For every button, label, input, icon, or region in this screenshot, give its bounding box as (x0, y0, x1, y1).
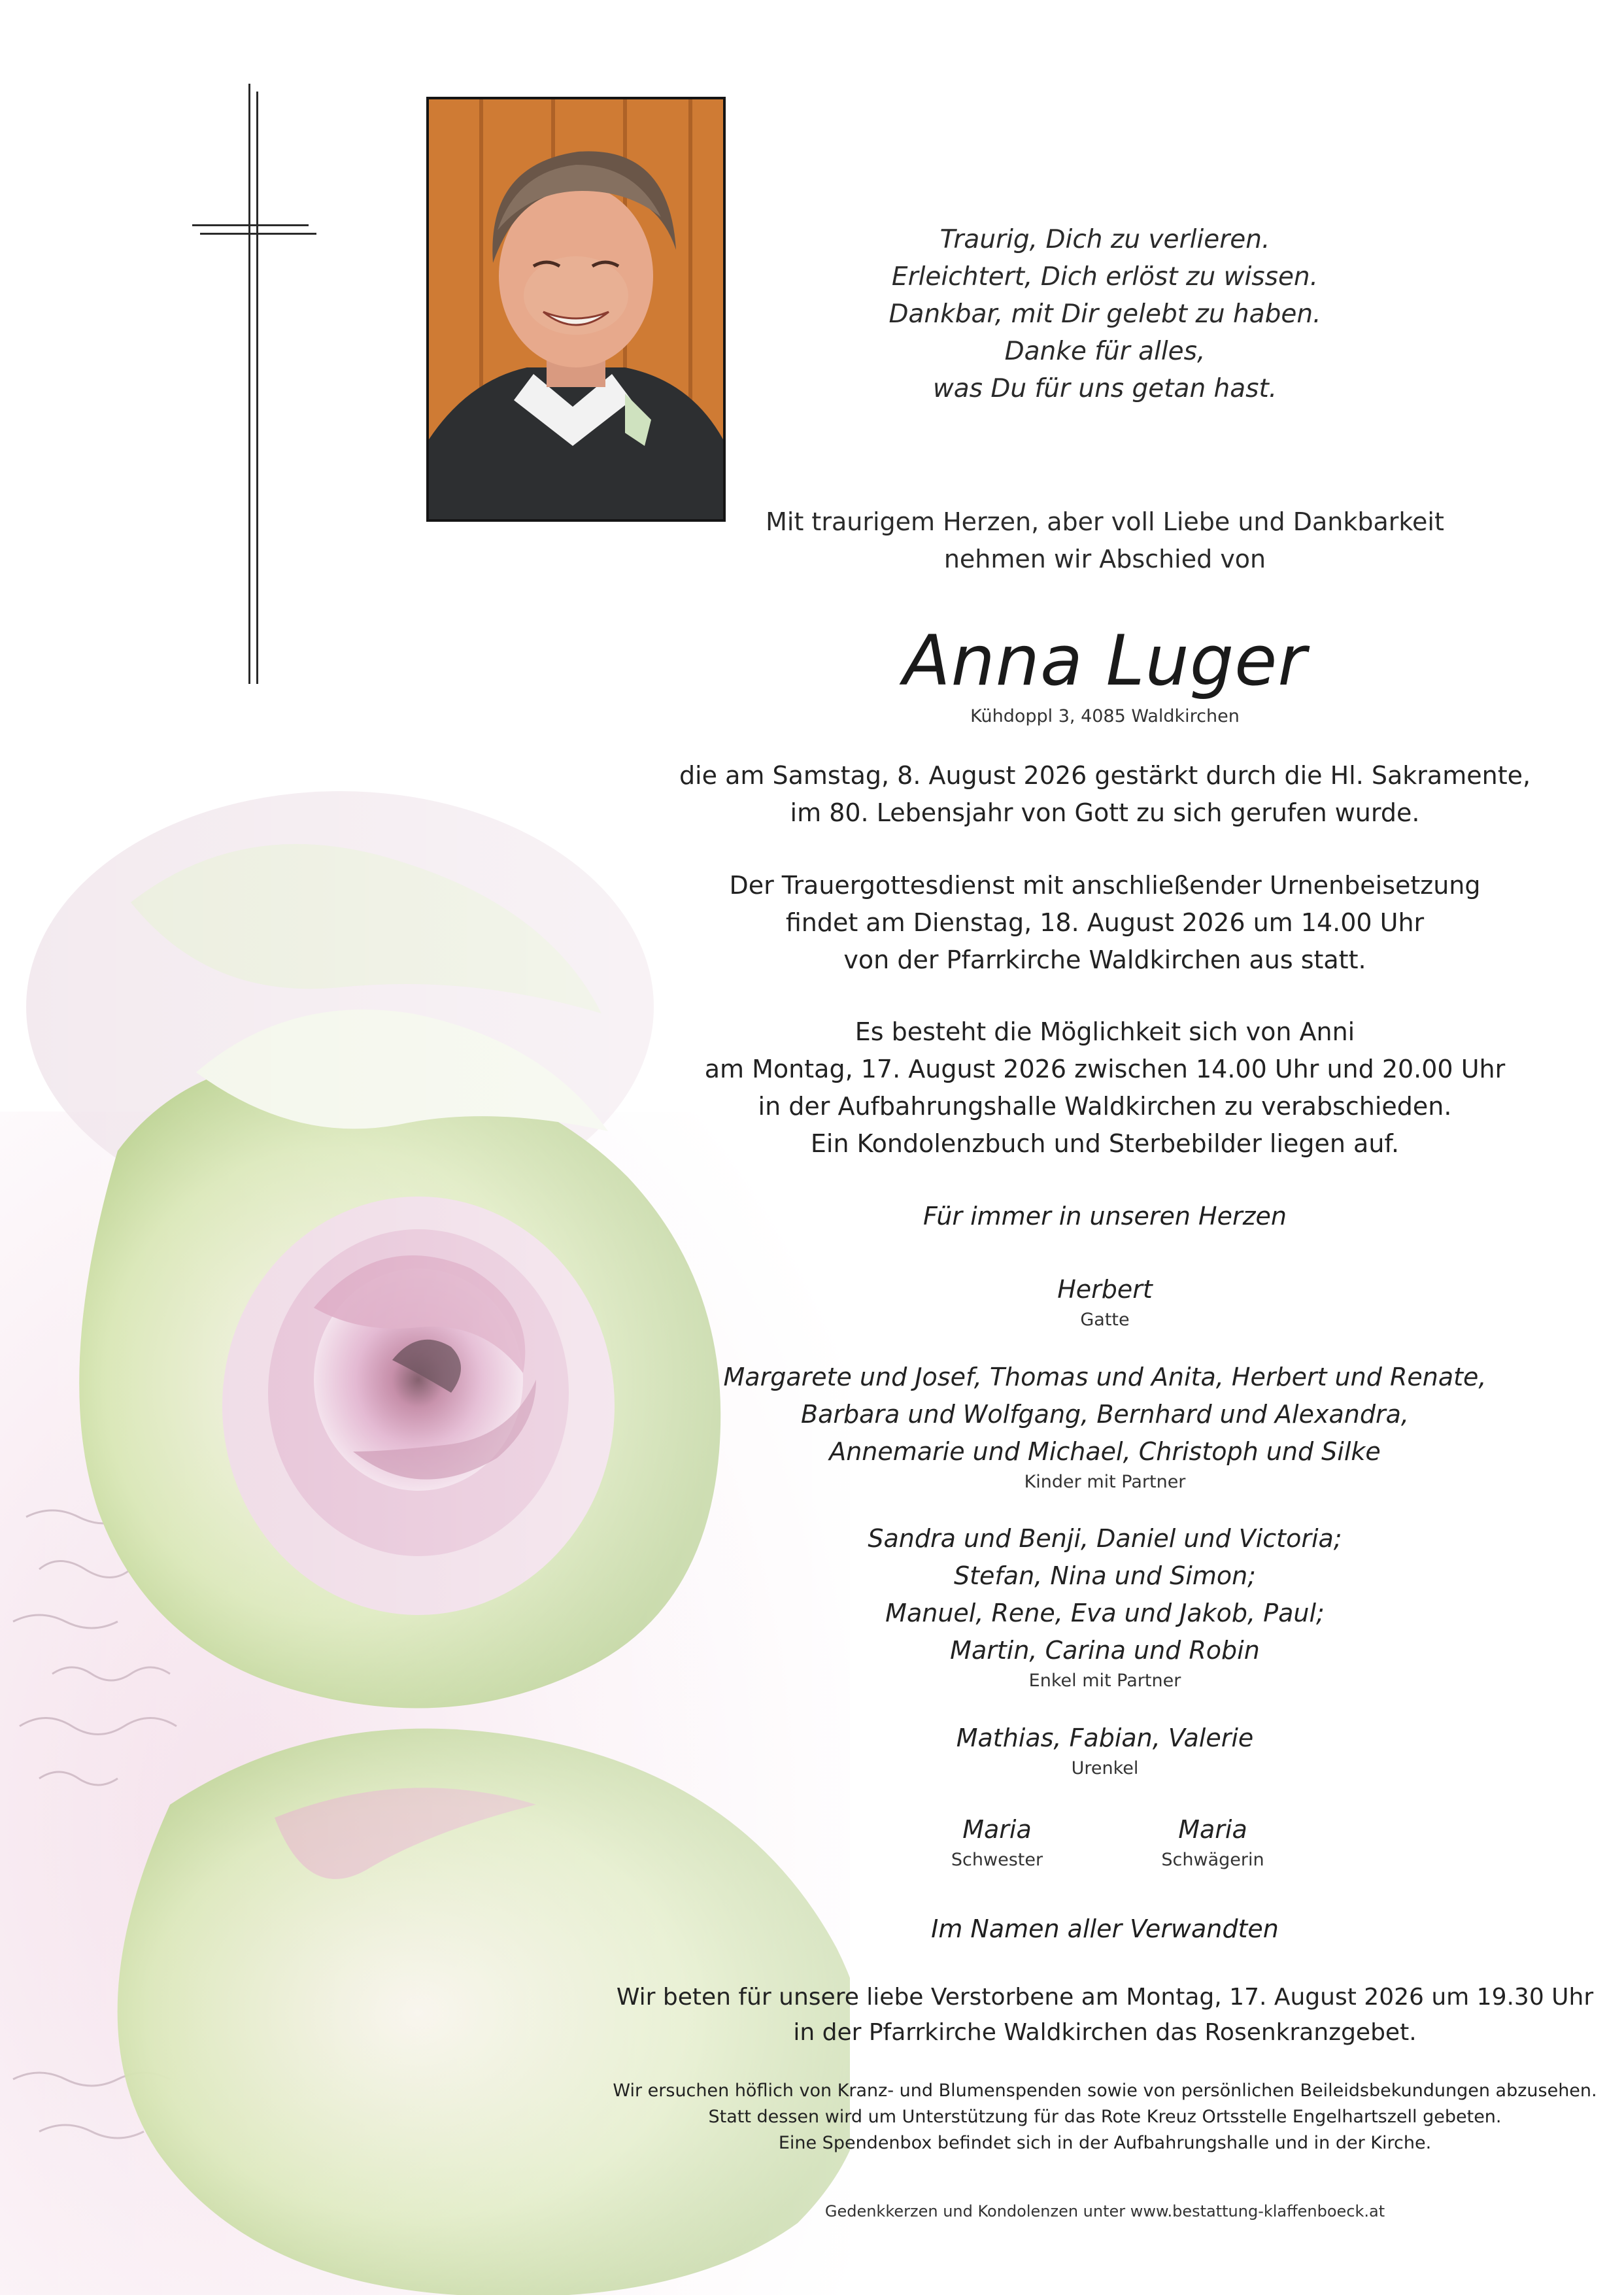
paragraph-line: von der Pfarrkirche Waldkirchen aus statt. (843, 945, 1366, 974)
mourner-relation: Schwester (951, 1850, 1043, 1870)
rosary-notice (608, 1980, 1602, 2050)
mourner-names: Mathias, Fabian, Valerie (956, 1724, 1254, 1752)
deceased-address: Kühdoppl 3, 4085 Waldkirchen (970, 706, 1240, 726)
paragraph-line: Der Trauergottesdienst mit anschließender Urnenbeisetzung (729, 871, 1481, 900)
cross-vertical-left (248, 84, 250, 684)
viewing-paragraph (608, 1013, 1602, 1163)
mourner-names: Maria (1178, 1815, 1247, 1844)
request-line: Statt dessen wird um Unterstützung für das Rote Kreuz Ortsstelle Engelhartszell gebeten. (708, 2107, 1502, 2127)
mourner-names: Martin, Carina und Robin (950, 1636, 1260, 1665)
memorial-verse (608, 221, 1602, 407)
paragraph-line: in der Aufbahrungshalle Waldkirchen zu verabschieden. (758, 1092, 1452, 1121)
paragraph-line: am Montag, 17. August 2026 zwischen 14.00 Uhr und 20.00 Uhr (704, 1055, 1506, 1083)
verse-line: Danke für alles, (1004, 337, 1206, 366)
mourner-sister-in-law (1105, 1811, 1321, 1872)
closing-signature: Im Namen aller Verwandten (931, 1914, 1279, 1943)
mourner-group-siblings (889, 1811, 1321, 1872)
mourner-sister (889, 1811, 1105, 1872)
cross-horizontal-bottom (200, 233, 316, 235)
mourner-names: Annemarie und Michael, Christoph und Silke (829, 1437, 1381, 1466)
mourner-group-great-grandchildren (608, 1720, 1602, 1780)
death-notice-paragraph (608, 757, 1602, 832)
deceased-name: Anna Luger (903, 620, 1307, 701)
cross-horizontal-top (192, 224, 309, 226)
mourner-names: Manuel, Rene, Eva und Jakob, Paul; (885, 1599, 1325, 1627)
mourner-group-children (608, 1359, 1602, 1494)
mourner-names: Sandra und Benji, Daniel und Victoria; (868, 1524, 1342, 1553)
paragraph-line: die am Samstag, 8. August 2026 gestärkt durch die Hl. Sakramente, (679, 761, 1531, 790)
verse-line: Dankbar, mit Dir gelebt zu haben. (888, 299, 1321, 329)
verse-line: was Du für uns getan hast. (932, 374, 1277, 403)
mourner-names: Stefan, Nina und Simon; (954, 1561, 1256, 1590)
mourner-relation: Kinder mit Partner (1024, 1472, 1186, 1492)
mourner-relation: Schwägerin (1161, 1850, 1264, 1870)
rosary-line: in der Pfarrkirche Waldkirchen das Rosenkranzgebet. (793, 2019, 1417, 2046)
donation-request (588, 2078, 1621, 2156)
funeral-service-paragraph (608, 867, 1602, 979)
paragraph-line: findet am Dienstag, 18. August 2026 um 14.00 Uhr (785, 908, 1425, 937)
request-line: Eine Spendenbox befindet sich in der Aufbahrungshalle und in der Kirche. (778, 2133, 1432, 2153)
mourner-group-spouse (608, 1271, 1602, 1332)
mourner-names: Margarete und Josef, Thomas und Anita, Herbert und Renate, (723, 1363, 1487, 1391)
mourner-relation: Enkel mit Partner (1028, 1671, 1181, 1691)
mourner-names: Maria (962, 1815, 1032, 1844)
rosary-line: Wir beten für unsere liebe Verstorbene am Montag, 17. August 2026 um 19.30 Uhr (616, 1984, 1594, 2011)
paragraph-line: Es besteht die Möglichkeit sich von Anni (854, 1017, 1355, 1046)
verse-line: Erleichtert, Dich erlöst zu wissen. (891, 262, 1319, 292)
memorial-motto: Für immer in unseren Herzen (923, 1202, 1287, 1231)
condolence-footer: Gedenkkerzen und Kondolenzen unter www.bestattung-klaffenboeck.at (824, 2202, 1385, 2220)
mourner-names: Barbara und Wolfgang, Bernhard und Alexandra, (801, 1400, 1409, 1429)
mourner-group-grandchildren (608, 1520, 1602, 1693)
cross-vertical-right (256, 92, 258, 684)
mourner-names: Herbert (1057, 1275, 1153, 1304)
verse-line: Traurig, Dich zu verlieren. (939, 225, 1270, 254)
paragraph-line: Ein Kondolenzbuch und Sterbebilder liegen auf. (810, 1129, 1400, 1158)
intro-line: nehmen wir Abschied von (943, 545, 1266, 573)
intro-line: Mit traurigem Herzen, aber voll Liebe und Dankbarkeit (766, 507, 1444, 536)
mourner-relation: Gatte (1080, 1310, 1130, 1330)
paragraph-line: im 80. Lebensjahr von Gott zu sich gerufen wurde. (790, 798, 1420, 827)
request-line: Wir ersuchen höflich von Kranz- und Blumenspenden sowie von persönlichen Beileidsbekundungen abzusehen. (613, 2081, 1597, 2101)
farewell-intro (608, 503, 1602, 578)
mourner-relation: Urenkel (1071, 1758, 1139, 1778)
